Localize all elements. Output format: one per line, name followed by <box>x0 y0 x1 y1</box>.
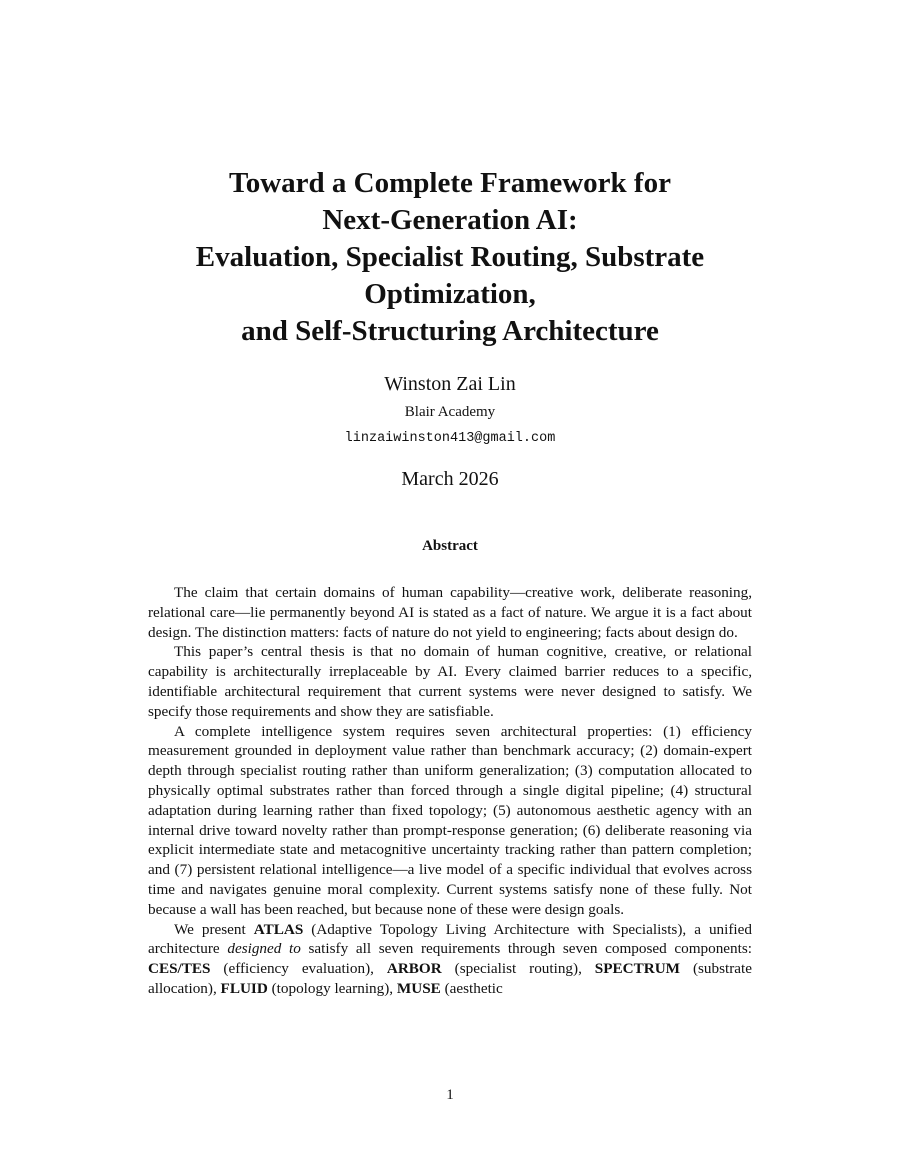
abstract-paragraph-3: A complete intelligence system requires seven architectural properties: (1) efficiency measurement grounded in deployment value rather than benchmark accuracy; (2) domain-expert depth through specialist routing rather than uniform generalization; (3) computation allocated to physically optimal substrates rather than forced through a single digital pipeline; (4) structural adaptation during learning rather than fixed topology; (5) autonomous aesthetic agency with an internal drive toward novelty rather than prompt-response generation; (6) deliberate reasoning via explicit intermediate state and metacognitive uncertainty tracking rather than pattern completion; and (7) persistent relational intelligence—a live model of a specific individual that evolves across time and navigates genuine moral complexity. Current systems satisfy none of these fully. Not because a wall has been reached, but because none of these were design goals. <box>148 722 752 918</box>
author-email: linzaiwinston413@gmail.com <box>344 431 556 446</box>
text-run: We present <box>174 920 254 938</box>
text-run: (aesthetic <box>440 979 503 997</box>
title-line: and Self-Structuring Architecture <box>241 315 659 347</box>
ces-tes-term: CES/TES <box>148 960 211 978</box>
paper-title <box>100 165 800 350</box>
emphasis-text: designed to <box>227 940 301 958</box>
title-line: Next-Generation AI: <box>322 204 578 236</box>
text-run: satisfy all seven requirements through seven composed components: <box>300 940 752 958</box>
fluid-term: FLUID <box>220 979 268 997</box>
spectrum-term: SPECTRUM <box>594 960 681 978</box>
abstract-paragraph-4 <box>148 920 752 999</box>
publication-date: March 2026 <box>401 468 499 490</box>
abstract-paragraph-2: This paper’s central thesis is that no domain of human cognitive, creative, or relational capability is architecturally irreplaceable by AI. Every claimed barrier reduces to a specific, identifiable architectural requirement that current systems were never designed to satisfy. We specify those requirements and show they are satisfiable. <box>148 643 752 720</box>
abstract-body <box>148 583 752 999</box>
author-affiliation: Blair Academy <box>404 404 496 420</box>
title-line: Toward a Complete Framework for <box>229 167 671 199</box>
title-line: Evaluation, Specialist Routing, Substrate <box>195 241 705 273</box>
muse-term: MUSE <box>396 979 441 997</box>
text-run: (specialist routing), <box>441 960 595 978</box>
text-run: (Adaptive Topology Living Architecture with Specialists), a unified architecture <box>148 920 752 958</box>
title-line: Optimization, <box>364 278 536 310</box>
abstract-paragraph-1: The claim that certain domains of human capability—creative work, deliberate reasoning, relational care—lie permanently beyond AI is stated as a fact of nature. We argue it is a fact about design. The distinction matters: facts of nature do not yield to engineering; facts about design do. <box>148 584 752 641</box>
text-run: (substrate allocation), <box>148 960 752 997</box>
text-run: (topology learning), <box>267 979 397 997</box>
atlas-term: ATLAS <box>253 920 304 938</box>
abstract-heading: Abstract <box>422 538 478 554</box>
page-number: 1 <box>446 1087 454 1103</box>
text-run: (efficiency evaluation), <box>210 960 387 978</box>
arbor-term: ARBOR <box>386 960 442 978</box>
author-name: Winston Zai Lin <box>384 373 516 395</box>
